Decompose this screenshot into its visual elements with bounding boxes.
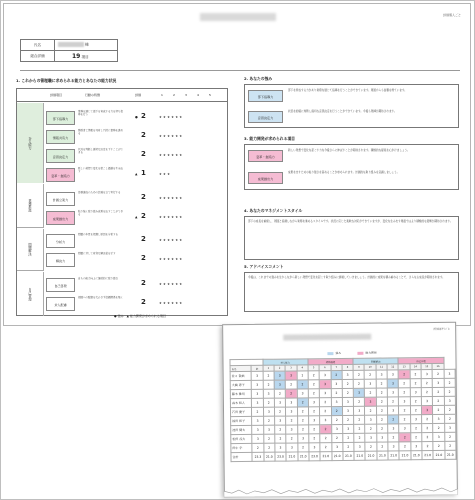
score-cell: 3 bbox=[252, 425, 263, 434]
score-cell: 2 bbox=[286, 389, 297, 398]
ability-table: 評価項目 行動の特徴 評価 1 2 3 4 5 対人能力 業務推進 問題解決 自己管理 部下指導力 業務を通じて部下を育成する力を持ち指導を行う ● 2 ★★★★★★ 情報共有力 関係者と情報を共有し円滑に業務を進める 2 ★★★★★★ 意思決定力 状況を判断し適切な決定を下すことができる 2 ★★★★★★ 変革・創造力 新しい発想で変化を起こし価値を生み出す ▲ 1 ★★★ 計画立案力 目標達成のための計画を立て実行する 2 ★★★★★★ 成果創出力 粘り強く取り組み成果を出すことができる ▲ 2 ★★★★★★ 分析力 問題の本質を把握し原因を分析する 2 ★★★★★★ 解決力 問題に対して有効な解決策を示す 2 ★★★★★★ 自己啓発 自らの能力向上に継続的に取り組む 2 ★★★★★★ 対人配慮 周囲への配慮を欠かさず信頼関係を築く 2 ★★★★★★ bbox=[16, 88, 228, 316]
column-header: 8 bbox=[342, 364, 353, 370]
person-name: 大橋 恵子 bbox=[230, 380, 251, 389]
score-cell: 2 bbox=[422, 424, 433, 433]
item-analysis: 分析力 bbox=[46, 234, 75, 248]
strengths-box: 部下指導力 部下を育成する力があり業務を通じて指導を行うことができています。周囲からも信頼を得ています。 意思決定力 状況を的確に判断し適切な意思決定を行うことができています。今後も発揮が期待されます。 bbox=[244, 84, 459, 128]
score-cell: 2 bbox=[444, 432, 455, 441]
score-cell: 3 bbox=[388, 406, 399, 415]
total-cell: 23.0 bbox=[309, 452, 320, 461]
person-name: 松田 茂夫 bbox=[231, 434, 252, 443]
score-cell: 2 bbox=[376, 424, 387, 433]
ability-table-header: 評価項目 行動の特徴 評価 1 2 3 4 5 bbox=[17, 89, 227, 102]
count-label: 総合評価 bbox=[21, 51, 55, 62]
item-planning: 計画立案力 bbox=[46, 192, 75, 206]
score-cell: 3 bbox=[309, 443, 320, 452]
total-cell: 21.0 bbox=[286, 452, 297, 461]
score-cell: 2 bbox=[285, 380, 296, 389]
total-cell: 21.0 bbox=[264, 452, 275, 461]
total-cell: 21.0 bbox=[354, 451, 365, 460]
score-cell: 2 bbox=[365, 406, 376, 415]
score-cell: 1 bbox=[297, 371, 308, 380]
score-cell: 2 bbox=[331, 406, 342, 415]
score-cell: 2 bbox=[263, 416, 274, 425]
total-cell: 21.0 bbox=[320, 452, 331, 461]
score-cell: 2 bbox=[410, 397, 421, 406]
strength-label-1: 部下指導力 bbox=[248, 90, 283, 102]
score-cell: 2 bbox=[410, 406, 421, 415]
score-cell: 2 bbox=[309, 434, 320, 443]
total-cell: 21.0 bbox=[399, 451, 410, 460]
management-style-text: 部下の成長を重視し、周囲と協調しながら業務を進めるスタイルです。状況に応じた柔軟な対応ができていますが、変化を生み出す場面ではより積極的な姿勢が期待されます。 bbox=[244, 216, 459, 260]
score-cell: 2 bbox=[399, 379, 410, 388]
column-header: 5 bbox=[308, 365, 319, 371]
score-cell: 2 bbox=[399, 406, 410, 415]
score-cell: 2 bbox=[308, 407, 319, 416]
sheet-corner-label: 評価部門ごと bbox=[433, 326, 451, 332]
score-cell: 2 bbox=[331, 370, 342, 379]
score-cell: 3 bbox=[297, 389, 308, 398]
score-cell: 2 bbox=[308, 371, 319, 380]
ability-section-title: 1. これからの管理職に求められる能力とあなたの能力状況 bbox=[16, 78, 117, 83]
score-cell: 2 bbox=[343, 442, 354, 451]
score-cell: 2 bbox=[421, 388, 432, 397]
score-cell: 3 bbox=[342, 424, 353, 433]
score-cell: 3 bbox=[354, 442, 365, 451]
score-cell: 3 bbox=[331, 424, 342, 433]
score-cell: 3 bbox=[388, 424, 399, 433]
score-cell: 2 bbox=[377, 442, 388, 451]
summary-grid bbox=[229, 357, 456, 462]
score-cell: 3 bbox=[444, 369, 455, 378]
score-cell: 2 bbox=[399, 442, 410, 451]
score-cell: 3 bbox=[297, 434, 308, 443]
score-cell: 3 bbox=[285, 371, 296, 380]
score-cell: 2 bbox=[274, 389, 285, 398]
category-problem-solving: 問題解決 bbox=[17, 229, 44, 271]
score-cell: 2 bbox=[263, 371, 274, 380]
score-cell: 3 bbox=[286, 443, 297, 452]
score-cell: 3 bbox=[251, 371, 262, 380]
score-cell: 3 bbox=[308, 398, 319, 407]
score-cell: 2 bbox=[308, 380, 319, 389]
score-cell: 2 bbox=[331, 388, 342, 397]
category-interpersonal: 対人能力 bbox=[17, 103, 44, 183]
score-cell: 3 bbox=[320, 416, 331, 425]
score-cell: 2 bbox=[399, 388, 410, 397]
score-cell: 2 bbox=[297, 416, 308, 425]
score-cell: 2 bbox=[342, 415, 353, 424]
total-cell: 21.0 bbox=[445, 450, 456, 459]
score-cell: 3 bbox=[252, 398, 263, 407]
total-cell: 21.0 bbox=[411, 451, 422, 460]
score-cell: 3 bbox=[365, 397, 376, 406]
score-cell: 3 bbox=[275, 416, 286, 425]
score-cell: 2 bbox=[286, 416, 297, 425]
score-cell: 2 bbox=[376, 379, 387, 388]
column-header: 氏名 bbox=[230, 365, 251, 371]
score-cell: 3 bbox=[410, 415, 421, 424]
legend-pink-swatch bbox=[357, 351, 363, 354]
score-cell: 2 bbox=[263, 398, 274, 407]
name-label: 氏名 bbox=[21, 40, 55, 51]
score-cell: 3 bbox=[444, 423, 455, 432]
score-cell: 3 bbox=[286, 425, 297, 434]
column-header: 2 bbox=[274, 365, 285, 371]
column-header: 15 bbox=[421, 364, 432, 370]
advice-text: 今後は、これまでの強みを生かしながら新しい発想で変化を起こす取り組みに挑戦していきましょう。計画的に成果を積み重ねることで、さらなる成長が期待されます。 bbox=[244, 272, 459, 312]
score-cell: 3 bbox=[263, 407, 274, 416]
column-header: 9 bbox=[353, 364, 364, 370]
score-cell: 2 bbox=[343, 433, 354, 442]
sheet-title-redacted bbox=[283, 334, 371, 341]
score-cell: 2 bbox=[320, 407, 331, 416]
score-cell: 3 bbox=[331, 379, 342, 388]
score-cell: 2 bbox=[286, 434, 297, 443]
score-cell: 2 bbox=[422, 415, 433, 424]
item-self-development: 自己啓発 bbox=[46, 278, 75, 292]
group-header: 問題解決 bbox=[353, 358, 398, 364]
score-cell: 3 bbox=[252, 380, 263, 389]
score-cell: 2 bbox=[376, 406, 387, 415]
total-cell: 21.0 bbox=[331, 451, 342, 460]
person-name: 佐々 敬典 bbox=[230, 371, 251, 380]
score-cell: 2 bbox=[410, 379, 421, 388]
score-cell: 2 bbox=[342, 379, 353, 388]
score-cell: 2 bbox=[365, 442, 376, 451]
score-cell: 2 bbox=[365, 370, 376, 379]
person-name: 藤本 雅司 bbox=[230, 389, 251, 398]
score-cell: 3 bbox=[263, 425, 274, 434]
total-cell: 23.0 bbox=[275, 452, 286, 461]
score-cell: 2 bbox=[433, 387, 444, 396]
column-header: 3 bbox=[285, 365, 296, 371]
score-cell: 3 bbox=[387, 379, 398, 388]
score-cell: 2 bbox=[331, 433, 342, 442]
score-cell: 2 bbox=[433, 423, 444, 432]
score-cell: 3 bbox=[286, 407, 297, 416]
category-self-management: 自己管理 bbox=[17, 272, 44, 316]
score-cell: 3 bbox=[252, 389, 263, 398]
person-name: 石田 慶子 bbox=[230, 407, 251, 416]
score-cell: 3 bbox=[433, 414, 444, 423]
column-header: 10 bbox=[364, 364, 375, 370]
score-cell: 2 bbox=[342, 388, 353, 397]
person-name: 田中 学 bbox=[231, 443, 252, 452]
item-solution: 解決力 bbox=[46, 253, 75, 267]
column-header: 1 bbox=[263, 365, 274, 371]
score-cell: 2 bbox=[444, 378, 455, 387]
score-cell: 2 bbox=[365, 424, 376, 433]
score-cell: 2 bbox=[297, 380, 308, 389]
score-cell: 2 bbox=[297, 407, 308, 416]
total-cell: 21.0 bbox=[377, 451, 388, 460]
column-header: 12 bbox=[387, 364, 398, 370]
score-cell: 2 bbox=[354, 433, 365, 442]
score-cell: 2 bbox=[399, 433, 410, 442]
item-innovation: 変革・創造力 bbox=[46, 168, 75, 182]
column-header: 11 bbox=[376, 364, 387, 370]
score-cell: 2 bbox=[433, 396, 444, 405]
item-information-sharing: 情報共有力 bbox=[46, 130, 75, 144]
score-cell: 3 bbox=[421, 397, 432, 406]
score-cell: 2 bbox=[309, 425, 320, 434]
score-cell: 3 bbox=[410, 388, 421, 397]
score-cell: 3 bbox=[274, 398, 285, 407]
score-cell: 2 bbox=[398, 370, 409, 379]
score-cell: 3 bbox=[331, 442, 342, 451]
score-cell: 3 bbox=[387, 370, 398, 379]
score-cell: 2 bbox=[433, 405, 444, 414]
score-cell: 2 bbox=[388, 415, 399, 424]
score-cell: 2 bbox=[354, 415, 365, 424]
total-cell: 21.0 bbox=[388, 451, 399, 460]
score-cell: 2 bbox=[320, 425, 331, 434]
score-cell: 2 bbox=[444, 441, 455, 450]
score-cell: 2 bbox=[331, 415, 342, 424]
score-cell: 2 bbox=[308, 389, 319, 398]
score-cell: 3 bbox=[376, 370, 387, 379]
individual-report-page bbox=[3, 3, 471, 326]
score-cell: 2 bbox=[353, 370, 364, 379]
score-cell: 2 bbox=[263, 434, 274, 443]
score-cell: 2 bbox=[399, 415, 410, 424]
score-cell: 3 bbox=[331, 397, 342, 406]
person-name: 森本 和人 bbox=[230, 398, 251, 407]
score-cell: 2 bbox=[263, 380, 274, 389]
score-cell: 2 bbox=[388, 433, 399, 442]
total-cell: 21.0 bbox=[433, 450, 444, 459]
name-redacted bbox=[58, 42, 84, 47]
legend-development: 能力開発 bbox=[357, 351, 376, 355]
score-cell: 3 bbox=[444, 396, 455, 405]
score-cell: 3 bbox=[342, 397, 353, 406]
score-cell: 2 bbox=[320, 398, 331, 407]
group-header: 自己管理 bbox=[398, 357, 443, 363]
group-header: 業務推進 bbox=[308, 358, 353, 364]
score-cell: 2 bbox=[263, 443, 274, 452]
score-cell: 3 bbox=[319, 380, 330, 389]
report-title-redacted bbox=[200, 13, 276, 21]
total-cell: 21.0 bbox=[422, 451, 433, 460]
score-cell: 3 bbox=[432, 378, 443, 387]
score-cell: 2 bbox=[354, 397, 365, 406]
column-header: 4 bbox=[297, 365, 308, 371]
score-cell: 2 bbox=[410, 370, 421, 379]
name-table bbox=[20, 39, 118, 62]
advice-title: 5. アドバイスコメント bbox=[244, 264, 284, 269]
total-cell: 21.0 bbox=[298, 452, 309, 461]
person-name: 福田 和子 bbox=[231, 416, 252, 425]
column-header: 13 bbox=[398, 364, 409, 370]
column-header: 14 bbox=[410, 364, 421, 370]
score-cell: 2 bbox=[365, 388, 376, 397]
score-cell: 3 bbox=[263, 389, 274, 398]
score-cell: 3 bbox=[433, 432, 444, 441]
score-cell: 2 bbox=[376, 397, 387, 406]
score-cell: 3 bbox=[365, 379, 376, 388]
score-cell: 3 bbox=[342, 406, 353, 415]
total-cell: 23.3 bbox=[252, 452, 263, 461]
score-cell: 2 bbox=[275, 425, 286, 434]
column-header: 16 bbox=[432, 363, 443, 369]
score-cell: 2 bbox=[422, 442, 433, 451]
score-cell: 3 bbox=[365, 415, 376, 424]
divider bbox=[20, 70, 460, 71]
column-header: 数 bbox=[251, 365, 262, 371]
score-cell: 2 bbox=[376, 415, 387, 424]
management-style-title: 4. あなたのマネジメントスタイル bbox=[244, 208, 303, 213]
score-cell: 2 bbox=[433, 441, 444, 450]
development-label-2: 成果創出力 bbox=[248, 172, 283, 184]
score-cell: 3 bbox=[319, 389, 330, 398]
development-title: 3. 能力開発が求められる項目 bbox=[244, 136, 295, 141]
score-cell: 3 bbox=[399, 424, 410, 433]
score-cell: 2 bbox=[410, 424, 421, 433]
score-cell: 3 bbox=[421, 370, 432, 379]
score-cell: 2 bbox=[297, 398, 308, 407]
score-cell: 3 bbox=[275, 443, 286, 452]
strength-label-2: 意思決定力 bbox=[248, 111, 283, 123]
legend-blue-swatch bbox=[327, 352, 333, 355]
score-cell: 2 bbox=[432, 369, 443, 378]
score-cell: 2 bbox=[444, 405, 455, 414]
score-cell: 3 bbox=[377, 433, 388, 442]
score-cell: 2 bbox=[376, 388, 387, 397]
column-header: 6 bbox=[319, 365, 330, 371]
score-cell: 2 bbox=[422, 433, 433, 442]
score-cell: 2 bbox=[320, 434, 331, 443]
score-cell: 2 bbox=[444, 387, 455, 396]
score-cell: 3 bbox=[274, 380, 285, 389]
total-cell: 21.0 bbox=[365, 451, 376, 460]
score-cell: 2 bbox=[274, 407, 285, 416]
column-header: 7 bbox=[331, 364, 342, 370]
item-results: 成果創出力 bbox=[46, 211, 75, 225]
score-cell: 3 bbox=[365, 433, 376, 442]
strengths-title: 2. あなたの強み bbox=[244, 76, 273, 81]
ability-legend: ● 強み ▲ 能力開発が求められる項目 bbox=[114, 314, 166, 318]
score-cell: 3 bbox=[286, 398, 297, 407]
total-cell: 21.0 bbox=[343, 451, 354, 460]
score-cell: 3 bbox=[274, 371, 285, 380]
development-label-1: 変革・創造力 bbox=[248, 150, 283, 162]
score-cell: 3 bbox=[421, 406, 432, 415]
person-name: 池田 健太 bbox=[231, 425, 252, 434]
score-cell: 2 bbox=[275, 434, 286, 443]
score-cell: 3 bbox=[353, 388, 364, 397]
count-value: 19 項目 bbox=[55, 51, 118, 62]
score-cell: 3 bbox=[252, 434, 263, 443]
score-cell: 2 bbox=[297, 425, 308, 434]
item-decision-making: 意思決定力 bbox=[46, 149, 75, 163]
department-summary-sheet bbox=[222, 322, 458, 496]
score-cell: 2 bbox=[410, 433, 421, 442]
score-cell: 3 bbox=[308, 416, 319, 425]
score-cell: 3 bbox=[387, 388, 398, 397]
score-cell: 2 bbox=[320, 443, 331, 452]
score-cell: 2 bbox=[387, 397, 398, 406]
group-header: 対人能力 bbox=[263, 359, 308, 365]
score-cell: 2 bbox=[421, 379, 432, 388]
score-cell: 2 bbox=[252, 443, 263, 452]
score-cell: 3 bbox=[319, 371, 330, 380]
score-cell: 3 bbox=[342, 370, 353, 379]
name-value: 様 bbox=[55, 40, 118, 51]
score-cell: 3 bbox=[354, 406, 365, 415]
score-cell: 2 bbox=[297, 443, 308, 452]
report-corner-label: 評価個人ごと bbox=[442, 13, 461, 17]
total-label: 合計 bbox=[231, 452, 252, 461]
score-cell: 3 bbox=[399, 397, 410, 406]
development-box: 変革・創造力 新しい発想で変化を起こす力を今後さらに伸ばすことが期待されます。積極的な提案を心がけましょう。 成果創出力 成果を出すための粘り強さを高めることが求められます。計画的な取り組みを意識しましょう。 bbox=[244, 144, 459, 190]
score-cell: 3 bbox=[252, 416, 263, 425]
score-cell: 3 bbox=[411, 442, 422, 451]
item-consideration: 対人配慮 bbox=[46, 297, 75, 311]
legend-strength: 強み bbox=[327, 351, 341, 355]
score-cell: 2 bbox=[354, 424, 365, 433]
score-cell: 2 bbox=[444, 414, 455, 423]
score-cell: 2 bbox=[252, 407, 263, 416]
score-cell: 3 bbox=[388, 442, 399, 451]
item-subordinate-guidance: 部下指導力 bbox=[46, 111, 75, 125]
score-cell: 2 bbox=[353, 379, 364, 388]
category-execution: 業務推進 bbox=[17, 184, 44, 228]
